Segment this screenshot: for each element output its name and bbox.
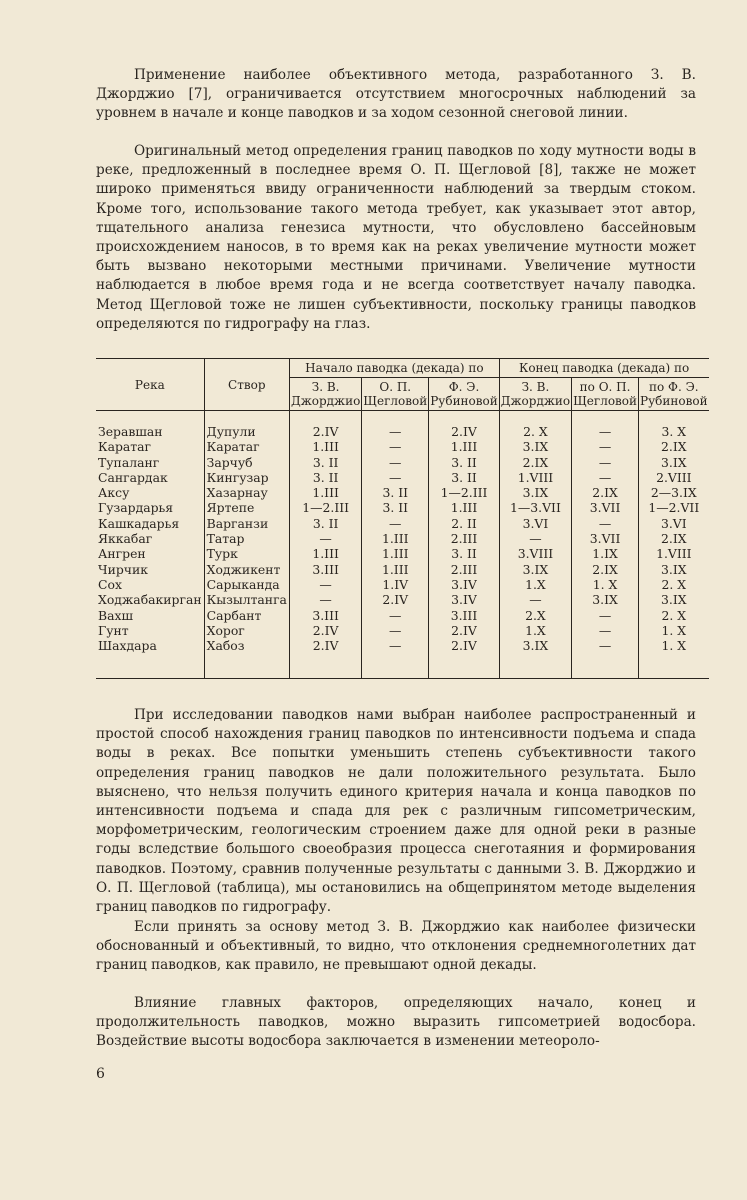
table-row: [96, 593, 709, 608]
cell-e2: 3.VII: [572, 501, 639, 516]
header-end-shcheglova: по О. П. Щегловой: [572, 378, 639, 411]
cell-s1: 3.III: [289, 609, 361, 624]
cell-river: Сангардак: [98, 469, 168, 485]
cell-e2: 3.IX: [572, 593, 639, 608]
cell-s1: 2.IV: [289, 639, 361, 679]
cell-s3: 1.III: [429, 440, 500, 455]
cell-s1: 1.III: [289, 486, 361, 501]
table-row: [96, 532, 709, 547]
cell-e1: 3.IX: [499, 440, 571, 455]
cell-s2: —: [362, 471, 429, 486]
paragraph-1: Применение наиболее объективного метода, разработанного З. В. Джорджио [7], ограничивается отсутствием многосрочных наблюдений за уровнем в начале и конце паводков и за ходом сезонной снеговой линии.: [96, 67, 696, 122]
cell-e2: —: [572, 456, 639, 471]
cell-river: Гузардарья: [98, 500, 174, 516]
cell-e2: —: [572, 411, 639, 441]
table-row: [96, 578, 709, 593]
cell-e3: 2. X: [639, 609, 709, 624]
cell-e3: 3.IX: [639, 593, 709, 608]
cell-e3: 3. X: [639, 411, 709, 441]
header-flood-start: Начало паводка (декада) по: [289, 359, 499, 378]
header-river: Река: [96, 359, 204, 411]
cell-site: Кингузар: [204, 471, 289, 486]
cell-e3: 2.IX: [639, 440, 709, 455]
table-row: [96, 501, 709, 516]
cell-s1: 3. II: [289, 456, 361, 471]
header-flood-end: Конец паводка (декада) по: [499, 359, 708, 378]
cell-s1: —: [289, 593, 361, 608]
cell-e1: 1—3.VII: [499, 501, 571, 516]
cell-s1: 3.III: [289, 563, 361, 578]
cell-s3: 3. II: [429, 456, 500, 471]
cell-site: Турк: [204, 547, 289, 562]
cell-s3: 1.III: [429, 501, 500, 516]
cell-e1: —: [499, 532, 571, 547]
cell-s3: 2.IV: [429, 411, 500, 441]
cell-e3: 3.IX: [639, 563, 709, 578]
cell-site: Варганзи: [204, 517, 289, 532]
paragraph-4: Если принять за основу метод З. В. Джорджио как наиболее физически обоснованный и объективный, то видно, что отклонения среднемноголетних дат границ паводков, как правило, не превышают одной декады.: [96, 919, 696, 974]
table-row: [96, 471, 709, 486]
cell-s1: —: [289, 532, 361, 547]
paragraph-5: Влияние главных факторов, определяющих начало, конец и продолжительность паводков, можно выразить гипсометрией водосбора. Воздействие высоты водосбора заключается в изменении метеороло-: [96, 995, 696, 1050]
cell-e3: 3.VI: [639, 517, 709, 532]
cell-e1: 2. X: [499, 411, 571, 441]
cell-river: Яккабаг: [98, 531, 153, 547]
cell-river: Кашкадарья: [98, 515, 180, 531]
cell-river: Вахш: [98, 607, 133, 623]
cell-site: Каратаг: [204, 440, 289, 455]
cell-s2: 1.IV: [362, 578, 429, 593]
cell-s3: 2.IV: [429, 624, 500, 639]
cell-s3: 2. II: [429, 517, 500, 532]
cell-s2: —: [362, 517, 429, 532]
header-start-rubinova: Ф. Э. Рубиновой: [429, 378, 500, 411]
cell-river: Тупаланг: [98, 454, 160, 470]
cell-e1: 3.VIII: [499, 547, 571, 562]
cell-s3: 2.III: [429, 532, 500, 547]
cell-s3: 3.IV: [429, 578, 500, 593]
cell-e3: 2—3.IX: [639, 486, 709, 501]
cell-s3: 3. II: [429, 471, 500, 486]
cell-e2: 1. X: [572, 578, 639, 593]
cell-e3: 1. X: [639, 624, 709, 639]
paragraph-3: При исследовании паводков нами выбран наиболее распространенный и простой способ нахождения границ паводков по интенсивности подъема и спада воды в реках. Все попытки уменьшить степень субъективности такого определения границ паводков не дали положительного результата. Было выяснено, что нельзя получить единого критерия начала и конца паводков по интенсивности подъема и спада для рек с различным гипсометрическим, морфометрическим, геологическим строением даже для одной реки в разные годы вследствие большого своеобразия процесса снеготаяния и формирования паводков. Поэтому, сравнив полученные результаты с данными З. В. Джорджио и О. П. Щегловой (таблица), мы остановились на общепринятом методе выделения границ паводков по гидрографу.: [96, 707, 696, 916]
cell-e3: 1.VIII: [639, 547, 709, 562]
cell-s3: 3.IV: [429, 593, 500, 608]
cell-s3: 3. II: [429, 547, 500, 562]
cell-s1: 2.IV: [289, 624, 361, 639]
flood-boundaries-table: [96, 358, 708, 679]
cell-e3: 2.VIII: [639, 471, 709, 486]
cell-s2: 1.III: [362, 563, 429, 578]
header-start-djordjio: З. В. Джорджио: [289, 378, 361, 411]
table-row: [96, 517, 709, 532]
cell-e2: 3.VII: [572, 532, 639, 547]
cell-e1: 1.X: [499, 578, 571, 593]
cell-e2: —: [572, 517, 639, 532]
table-row: [96, 547, 709, 562]
cell-e2: 2.IX: [572, 486, 639, 501]
cell-s2: —: [362, 639, 429, 679]
cell-e2: —: [572, 639, 639, 679]
cell-s2: 1.III: [362, 547, 429, 562]
cell-s3: 2.IV: [429, 639, 500, 679]
header-end-djordjio: З. В. Джорджио: [499, 378, 571, 411]
cell-s3: 1—2.III: [429, 486, 500, 501]
cell-e2: —: [572, 624, 639, 639]
cell-river: Чирчик: [98, 561, 148, 577]
cell-s2: 1.III: [362, 532, 429, 547]
cell-s2: 3. II: [362, 486, 429, 501]
cell-e1: 1.VIII: [499, 471, 571, 486]
cell-s2: —: [362, 456, 429, 471]
cell-s1: 3. II: [289, 517, 361, 532]
cell-river: Сох: [98, 576, 122, 592]
cell-e3: 2. X: [639, 578, 709, 593]
cell-site: Сарбант: [204, 609, 289, 624]
table-row: [96, 486, 709, 501]
cell-e2: —: [572, 609, 639, 624]
cell-e3: 2.IX: [639, 532, 709, 547]
cell-e2: —: [572, 440, 639, 455]
paragraph-2: Оригинальный метод определения границ паводков по ходу мутности воды в реке, предложенный в последнее время О. П. Щегловой [8], также не может широко применяться ввиду ограниченности наблюдений за твердым стоком. Кроме того, использование такого метода требует, как указывает этот автор, тщательного анализа генезиса мутности, что обусловлено бассейновым происхождением наносов, в то время как на реках увеличение мутности может быть вызвано некоторыми местными причинами. Увеличение мутности наблюдается в любое время года и не всегда соответствует началу паводка. Метод Щегловой тоже не лишен субъективности, поскольку границы паводков определяются по гидрографу на глаз.: [96, 143, 696, 332]
cell-e1: 3.VI: [499, 517, 571, 532]
cell-e2: —: [572, 471, 639, 486]
cell-site: Сарыканда: [204, 578, 289, 593]
cell-e2: 2.IX: [572, 563, 639, 578]
cell-s3: 2.III: [429, 563, 500, 578]
cell-e3: 3.IX: [639, 456, 709, 471]
header-site: Створ: [204, 359, 289, 411]
cell-river: Гунт: [98, 622, 129, 638]
cell-e1: 3.IX: [499, 639, 571, 679]
cell-s2: 3. II: [362, 501, 429, 516]
cell-s3: 3.III: [429, 609, 500, 624]
cell-river: Зеравшан: [98, 424, 163, 439]
cell-e3: 1—2.VII: [639, 501, 709, 516]
cell-river: Ангрен: [98, 546, 146, 562]
cell-s1: —: [289, 578, 361, 593]
cell-e1: 1.X: [499, 624, 571, 639]
cell-e1: 3.IX: [499, 563, 571, 578]
table-row: [96, 563, 709, 578]
table-row: [96, 440, 709, 455]
cell-site: Хорог: [204, 624, 289, 639]
cell-site: Дупули: [204, 411, 289, 441]
cell-s2: —: [362, 440, 429, 455]
cell-river: Шахдара: [98, 638, 157, 654]
cell-s2: —: [362, 609, 429, 624]
table-row: [96, 609, 709, 624]
cell-site: Хабоз: [204, 639, 289, 679]
header-start-shcheglova: О. П. Щегловой: [362, 378, 429, 411]
cell-site: Яртепе: [204, 501, 289, 516]
table-row: [96, 624, 709, 639]
cell-site: Хазарнау: [204, 486, 289, 501]
cell-river: Аксу: [98, 485, 130, 501]
table-row: [96, 639, 709, 679]
cell-s1: 1.III: [289, 440, 361, 455]
cell-s1: 3. II: [289, 471, 361, 486]
cell-s1: 1—2.III: [289, 501, 361, 516]
table-row: [96, 456, 709, 471]
cell-s2: 2.IV: [362, 593, 429, 608]
cell-s1: 1.III: [289, 547, 361, 562]
cell-e3: 1. X: [639, 639, 709, 679]
cell-e1: 2.X: [499, 609, 571, 624]
cell-s1: 2.IV: [289, 411, 361, 441]
cell-s2: —: [362, 624, 429, 639]
cell-site: Зарчуб: [204, 456, 289, 471]
cell-site: Татар: [204, 532, 289, 547]
cell-site: Ходжикент: [204, 563, 289, 578]
cell-e1: —: [499, 593, 571, 608]
table-row: [96, 411, 709, 441]
cell-e1: 2.IX: [499, 456, 571, 471]
cell-e2: 1.IX: [572, 547, 639, 562]
cell-e1: 3.IX: [499, 486, 571, 501]
header-end-rubinova: по Ф. Э. Рубиновой: [639, 378, 709, 411]
page-number: 6: [96, 1066, 105, 1082]
cell-site: Кызылтанга: [204, 593, 289, 608]
cell-river: Каратаг: [98, 439, 152, 455]
cell-s2: —: [362, 411, 429, 441]
cell-river: Ходжабакирган: [98, 592, 202, 608]
